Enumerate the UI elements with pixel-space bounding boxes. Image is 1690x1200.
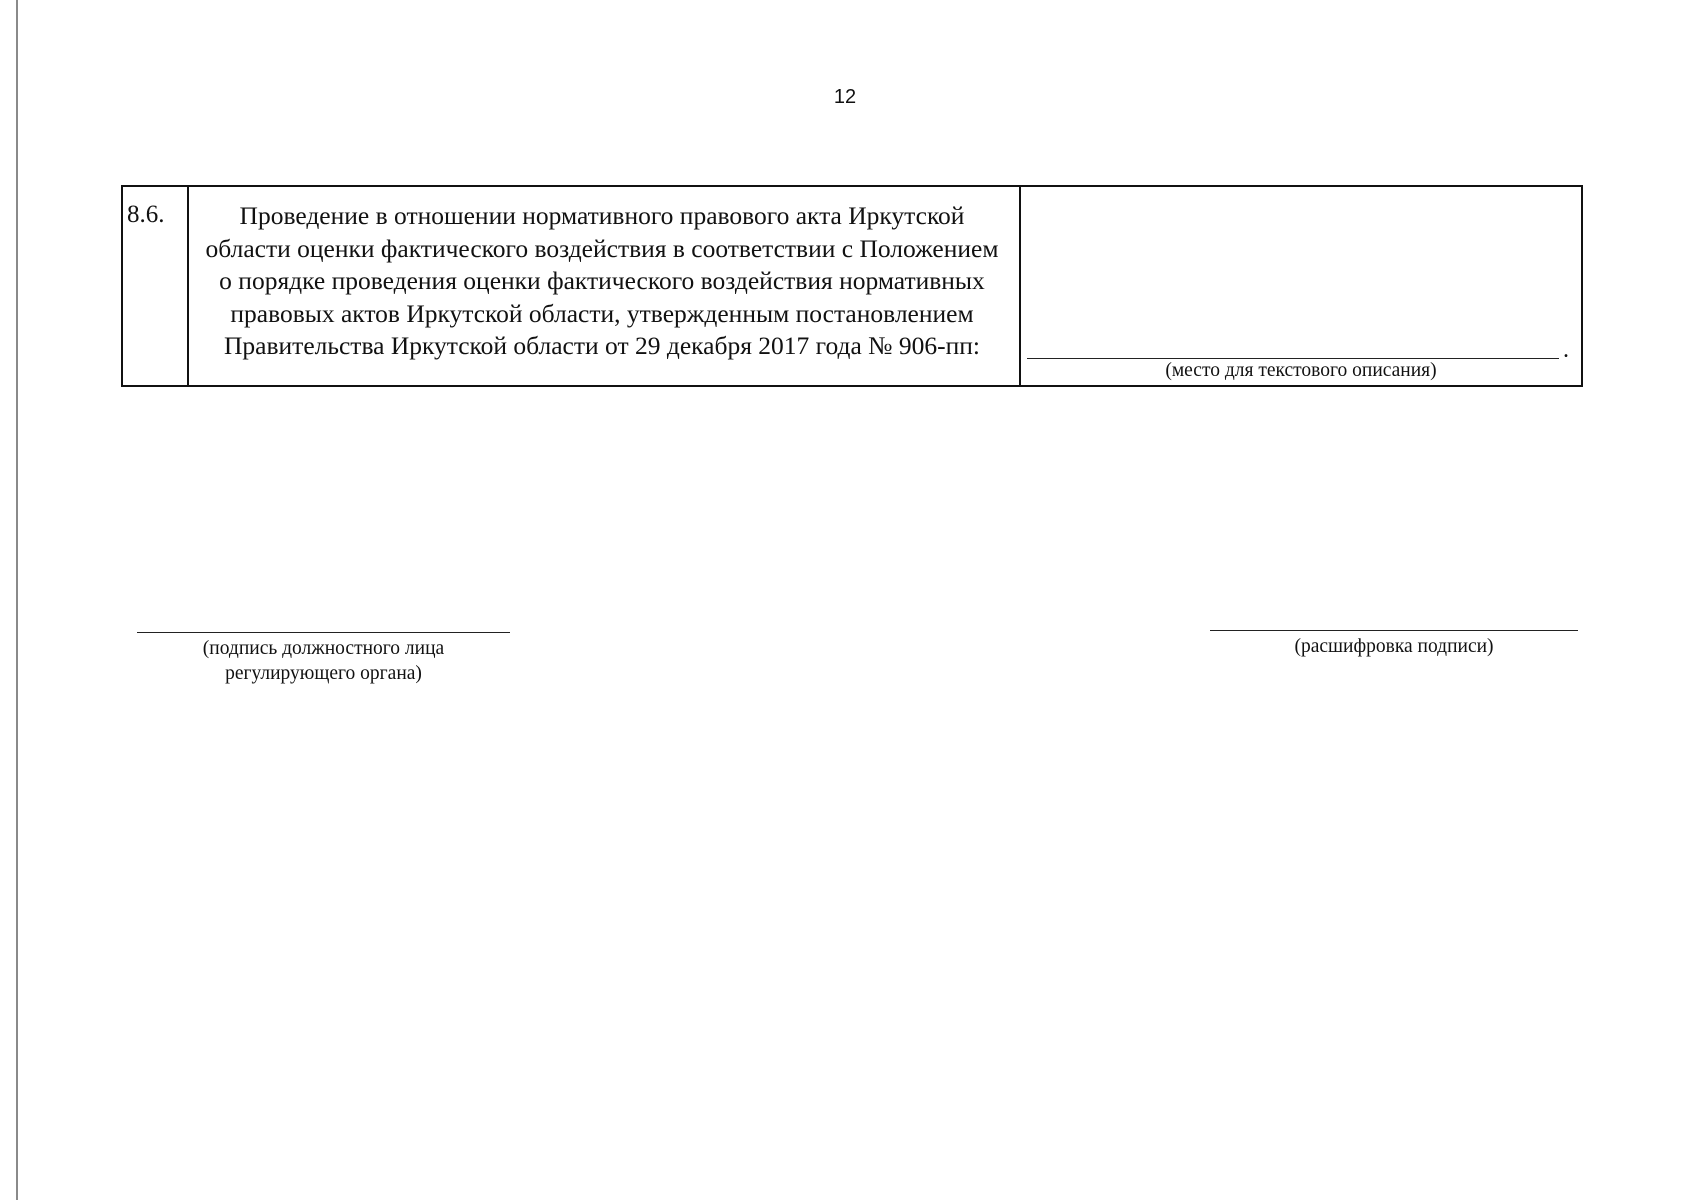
signature-caption bbox=[137, 636, 510, 686]
page-number bbox=[0, 86, 1690, 109]
row-number: 8.6. bbox=[127, 201, 165, 228]
row-description-cell bbox=[188, 186, 1020, 386]
row-number-cell bbox=[122, 186, 188, 386]
signature-caption-line2: регулирующего органа) bbox=[225, 663, 422, 684]
answer-caption: (место для текстового описания) bbox=[1165, 360, 1437, 381]
row-description: Проведение в отношении нормативного правового акта Иркутской области оценки фактического воздействия в соответствии с Положением о порядке проведения оценки фактического воздействия нормативных правовых актов Иркутской области, утвержденным постановлением Правительства Иркутской области от 29 декабря 2017 года № 906-пп: bbox=[205, 201, 999, 360]
signature-caption-line1: (подпись должностного лица bbox=[202, 638, 445, 659]
answer-terminator: . bbox=[1563, 337, 1569, 363]
answer-cell[interactable] bbox=[1020, 186, 1582, 386]
scan-edge-line bbox=[16, 0, 18, 1200]
page-number-text: 12 bbox=[833, 86, 857, 108]
table-row bbox=[122, 186, 1582, 386]
form-table bbox=[121, 185, 1583, 387]
signature-transcript-line bbox=[1210, 630, 1578, 631]
signature-transcript-caption: (расшифровка подписи) bbox=[1294, 636, 1494, 657]
answer-blank-line bbox=[1027, 358, 1559, 359]
signature-line bbox=[137, 632, 510, 633]
